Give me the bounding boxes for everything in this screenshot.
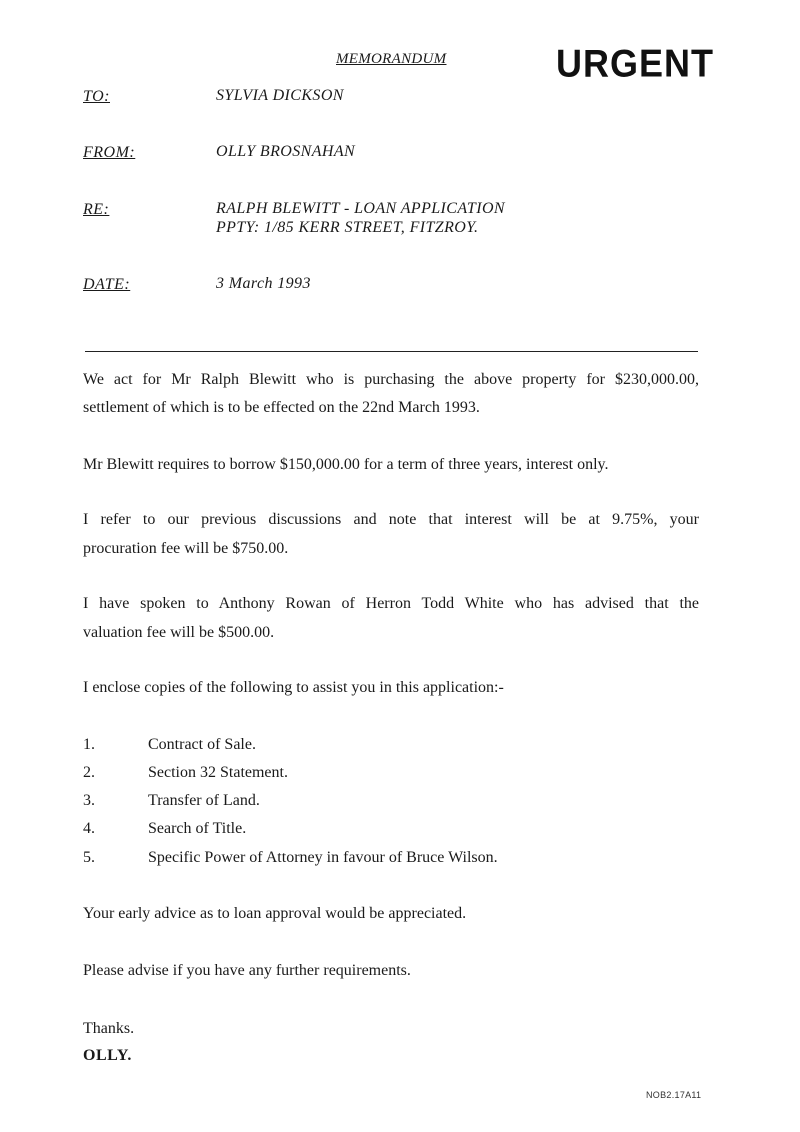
re-line-1: RALPH BLEWITT - LOAN APPLICATION [216, 200, 505, 217]
paragraph-1-line-2: settlement of which is to be effected on the 22nd March 1993. [83, 399, 480, 416]
signature: OLLY. [83, 1047, 132, 1064]
header-divider [85, 351, 698, 352]
from-value: OLLY BROSNAHAN [216, 143, 356, 160]
re-label: RE: [83, 201, 110, 218]
paragraph-5: I enclose copies of the following to assist you in this application:- [83, 679, 504, 696]
paragraph-2: Mr Blewitt requires to borrow $150,000.00 for a term of three years, interest only. [83, 456, 609, 473]
paragraph-7: Please advise if you have any further requirements. [83, 962, 411, 979]
list-item-text: Search of Title. [148, 820, 247, 837]
closing-thanks: Thanks. [83, 1020, 135, 1037]
paragraph-3-line-1: I refer to our previous discussions and note that interest will be at 9.75%, your [83, 511, 699, 528]
date-value: 3 March 1993 [216, 275, 311, 292]
date-label: DATE: [83, 276, 131, 293]
memo-title: MEMORANDUM [336, 51, 447, 67]
list-item-text: Transfer of Land. [148, 792, 260, 809]
list-item-text: Specific Power of Attorney in favour of Bruce Wilson. [148, 849, 498, 866]
to-value: SYLVIA DICKSON [216, 87, 344, 104]
paragraph-1-line-1: We act for Mr Ralph Blewitt who is purchasing the above property for $230,000.00, [83, 371, 699, 388]
to-label: TO: [83, 88, 110, 105]
list-item-number: 1. [83, 736, 95, 753]
list-item-number: 5. [83, 849, 95, 866]
paragraph-4-line-1: I have spoken to Anthony Rowan of Herron Todd White who has advised that the [83, 595, 699, 612]
list-item-number: 2. [83, 764, 95, 781]
paragraph-6: Your early advice as to loan approval would be appreciated. [83, 905, 467, 922]
paragraph-3-line-2: procuration fee will be $750.00. [83, 540, 289, 557]
list-item-number: 4. [83, 820, 95, 837]
urgent-stamp: URGENT [556, 41, 714, 86]
list-item-text: Section 32 Statement. [148, 764, 288, 781]
from-label: FROM: [83, 144, 136, 161]
document-reference-code: NOB2.17A11 [646, 1090, 702, 1100]
list-item-number: 3. [83, 792, 95, 809]
re-line-2: PPTY: 1/85 KERR STREET, FITZROY. [216, 219, 479, 236]
list-item-text: Contract of Sale. [148, 736, 256, 753]
paragraph-4-line-2: valuation fee will be $500.00. [83, 624, 275, 641]
